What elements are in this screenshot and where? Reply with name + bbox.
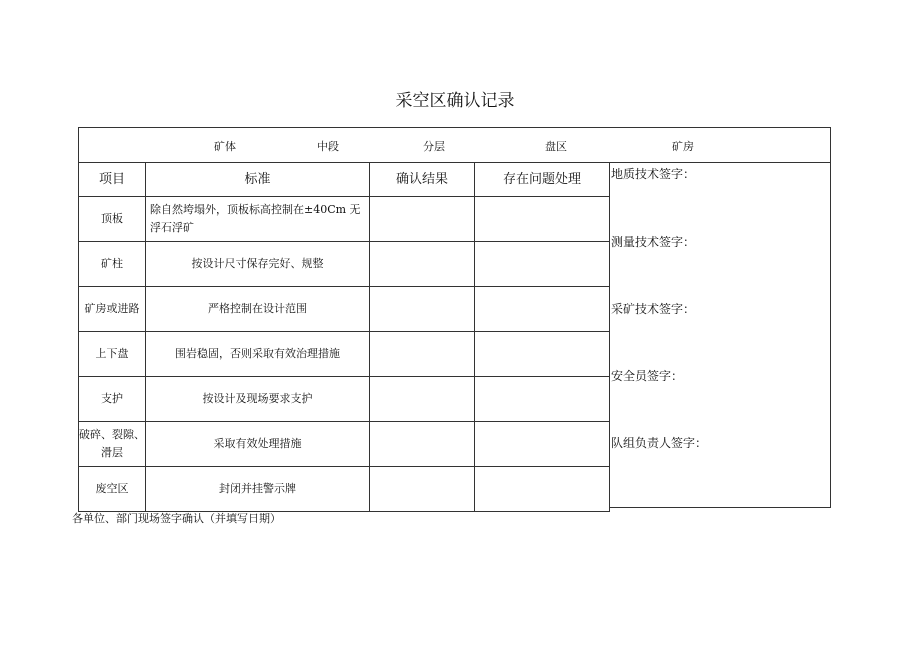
field-label-layer: 分层	[423, 140, 445, 153]
location-fields-bar	[78, 127, 831, 163]
field-label-level: 中段	[317, 140, 339, 153]
row-issue-cell[interactable]	[475, 287, 610, 332]
header-result: 确认结果	[370, 163, 475, 197]
confirmation-table	[78, 162, 610, 512]
field-label-panel: 盘区	[545, 140, 567, 153]
row-standard: 采取有效处理措施	[146, 422, 370, 467]
row-item: 矿房或进路	[79, 287, 146, 332]
header-item: 项目	[79, 163, 146, 197]
table-row	[79, 242, 610, 287]
row-result-cell[interactable]	[370, 467, 475, 512]
row-item: 顶板	[79, 197, 146, 242]
row-result-cell[interactable]	[370, 422, 475, 467]
row-standard: 封闭并挂警示牌	[146, 467, 370, 512]
field-label-orebody: 矿体	[214, 140, 236, 153]
table-row	[79, 467, 610, 512]
row-standard: 围岩稳固，否则采取有效治理措施	[146, 332, 370, 377]
table-row	[79, 422, 610, 467]
row-issue-cell[interactable]	[475, 242, 610, 287]
table-row	[79, 287, 610, 332]
signature-geology[interactable]: 地质技术签字：	[611, 167, 696, 181]
row-result-cell[interactable]	[370, 377, 475, 422]
row-standard: 除自然垮塌外，顶板标高控制在±40Cm 无浮石浮矿	[146, 197, 370, 242]
footer-note: 各单位、部门现场签字确认（并填写日期）	[72, 512, 281, 525]
row-item: 上下盘	[79, 332, 146, 377]
row-item: 破碎、裂隙、滑层	[79, 422, 146, 467]
signature-column	[609, 162, 831, 508]
signature-mining[interactable]: 采矿技术签字：	[611, 302, 696, 316]
table-row	[79, 377, 610, 422]
row-issue-cell[interactable]	[475, 332, 610, 377]
field-label-stope: 矿房	[672, 140, 694, 153]
row-issue-cell[interactable]	[475, 197, 610, 242]
table-row	[79, 197, 610, 242]
row-issue-cell[interactable]	[475, 467, 610, 512]
header-standard: 标准	[146, 163, 370, 197]
row-standard: 按设计及现场要求支护	[146, 377, 370, 422]
table-header-row	[79, 163, 610, 197]
table-row	[79, 332, 610, 377]
signature-team-leader[interactable]: 队组负责人签字：	[611, 436, 708, 450]
signature-safety-officer[interactable]: 安全员签字：	[611, 369, 684, 383]
row-result-cell[interactable]	[370, 197, 475, 242]
row-standard: 严格控制在设计范围	[146, 287, 370, 332]
signature-survey[interactable]: 测量技术签字：	[611, 235, 696, 249]
row-standard: 按设计尺寸保存完好、规整	[146, 242, 370, 287]
row-item: 支护	[79, 377, 146, 422]
row-item: 矿柱	[79, 242, 146, 287]
page-title: 采空区确认记录	[395, 91, 515, 111]
row-result-cell[interactable]	[370, 332, 475, 377]
row-issue-cell[interactable]	[475, 377, 610, 422]
row-issue-cell[interactable]	[475, 422, 610, 467]
row-result-cell[interactable]	[370, 287, 475, 332]
row-result-cell[interactable]	[370, 242, 475, 287]
header-issue: 存在问题处理	[475, 163, 610, 197]
row-item: 废空区	[79, 467, 146, 512]
